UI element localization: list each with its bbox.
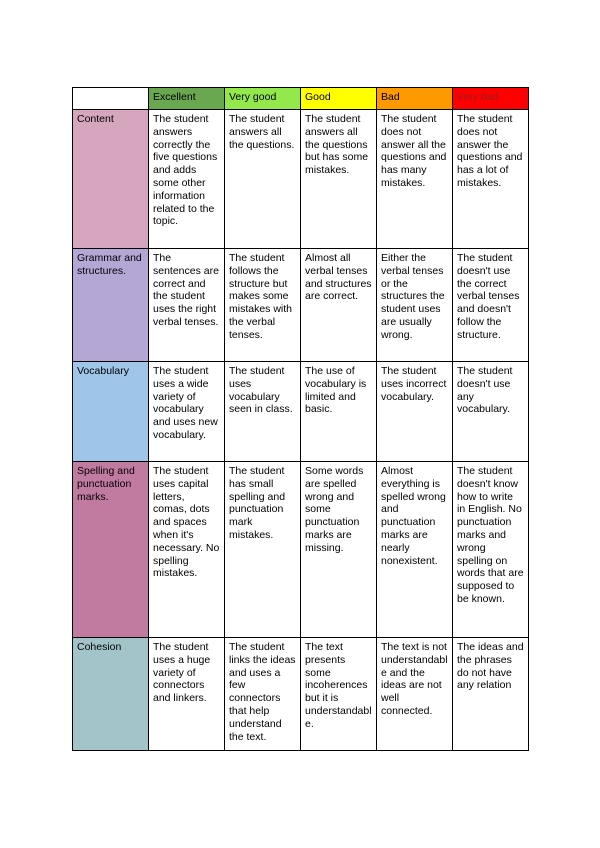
grammar-excellent: The sentences are correct and the student uses the right verbal tenses. bbox=[149, 249, 225, 362]
header-bad: Bad bbox=[377, 88, 453, 110]
vocabulary-good: The use of vocabulary is limited and basic. bbox=[301, 362, 377, 462]
spelling-bad: Almost everything is spelled wrong and punctuation marks are nearly nonexistent. bbox=[377, 462, 453, 638]
content-very-good: The student answers all the questions. bbox=[225, 110, 301, 249]
content-very-bad: The student does not answer the questions and has a lot of mistakes. bbox=[453, 110, 529, 249]
grammar-bad: Either the verbal tenses or the structures the student uses are usually wrong. bbox=[377, 249, 453, 362]
cohesion-excellent: The student uses a huge variety of connectors and linkers. bbox=[149, 638, 225, 751]
cohesion-good: The text presents some incoherences but it is understandable. bbox=[301, 638, 377, 751]
cohesion-bad: The text is not understandable and the ideas are not well connected. bbox=[377, 638, 453, 751]
spelling-very-bad: The student doesn't know how to write in English. No punctuation marks and wrong spelling on words that are supposed to be known. bbox=[453, 462, 529, 638]
header-excellent: Excellent bbox=[149, 88, 225, 110]
spelling-good: Some words are spelled wrong and some punctuation marks are missing. bbox=[301, 462, 377, 638]
grammar-very-good: The student follows the structure but makes some mistakes with the verbal tenses. bbox=[225, 249, 301, 362]
content-bad: The student does not answer all the questions and has many mistakes. bbox=[377, 110, 453, 249]
content-excellent: The student answers correctly the five questions and adds some other information related to the topic. bbox=[149, 110, 225, 249]
row-cohesion bbox=[73, 638, 529, 751]
criterion-vocabulary: Vocabulary bbox=[73, 362, 149, 462]
header-very-good: Very good bbox=[225, 88, 301, 110]
grammar-very-bad: The student doesn't use the correct verbal tenses and doesn't follow the structure. bbox=[453, 249, 529, 362]
header-corner-cell bbox=[73, 88, 149, 110]
grammar-good: Almost all verbal tenses and structures are correct. bbox=[301, 249, 377, 362]
criterion-grammar: Grammar and structures. bbox=[73, 249, 149, 362]
criterion-cohesion: Cohesion bbox=[73, 638, 149, 751]
criterion-spelling: Spelling and punctuation marks. bbox=[73, 462, 149, 638]
header-very-bad: Very bad bbox=[453, 88, 529, 110]
rubric-table bbox=[72, 87, 529, 751]
vocabulary-excellent: The student uses a wide variety of vocabulary and uses new vocabulary. bbox=[149, 362, 225, 462]
row-spelling bbox=[73, 462, 529, 638]
cohesion-very-good: The student links the ideas and uses a few connectors that help understand the text. bbox=[225, 638, 301, 751]
header-good: Good bbox=[301, 88, 377, 110]
spelling-very-good: The student has small spelling and punctuation mark mistakes. bbox=[225, 462, 301, 638]
row-content bbox=[73, 110, 529, 249]
spelling-excellent: The student uses capital letters, comas, dots and spaces when it's necessary. No spelling mistakes. bbox=[149, 462, 225, 638]
row-grammar bbox=[73, 249, 529, 362]
row-vocabulary bbox=[73, 362, 529, 462]
criterion-content: Content bbox=[73, 110, 149, 249]
cohesion-very-bad: The ideas and the phrases do not have any relation bbox=[453, 638, 529, 751]
vocabulary-bad: The student uses incorrect vocabulary. bbox=[377, 362, 453, 462]
vocabulary-very-bad: The student doesn't use any vocabulary. bbox=[453, 362, 529, 462]
content-good: The student answers all the questions but has some mistakes. bbox=[301, 110, 377, 249]
vocabulary-very-good: The student uses vocabulary seen in class. bbox=[225, 362, 301, 462]
header-row bbox=[73, 88, 529, 110]
